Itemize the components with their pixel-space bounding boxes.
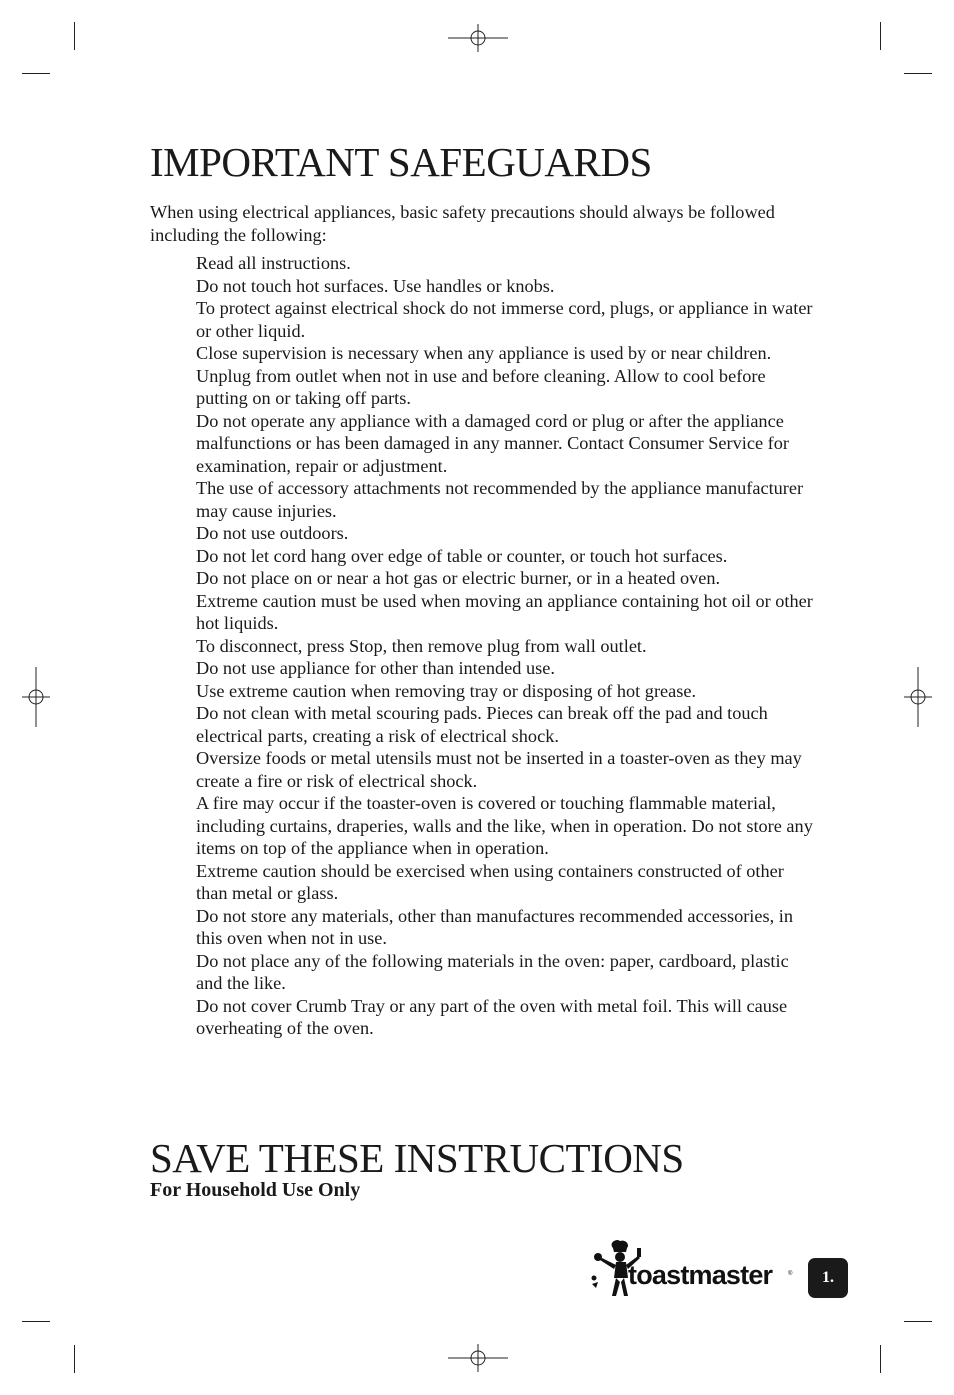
registration-mark-icon bbox=[888, 667, 948, 727]
crop-mark bbox=[904, 73, 932, 74]
list-item: To protect against electrical shock do not immerse cord, plugs, or appliance in water or other liquid. bbox=[196, 298, 813, 341]
list-item: Extreme caution should be exercised when using containers constructed of other than metal or glass. bbox=[196, 860, 784, 903]
crop-mark bbox=[904, 1321, 932, 1322]
safeguards-list bbox=[196, 252, 816, 1040]
brand-logo bbox=[590, 1238, 800, 1302]
crop-mark bbox=[74, 1345, 75, 1373]
list-item: Read all instructions. bbox=[196, 253, 351, 273]
crop-mark bbox=[880, 22, 881, 50]
list-item: Close supervision is necessary when any appliance is used by or near children. bbox=[196, 343, 772, 363]
list-item: A fire may occur if the toaster-oven is covered or touching flammable material, including curtains, draperies, walls and the like, when in operation. Do not store any items on top of the appliance when in operation. bbox=[196, 793, 813, 858]
registration-mark-icon bbox=[448, 1328, 508, 1388]
list-item: Do not place any of the following materials in the oven: paper, cardboard, plastic and the like. bbox=[196, 950, 789, 993]
registered-mark: ® bbox=[788, 1271, 793, 1277]
list-item: The use of accessory attachments not recommended by the appliance manufacturer may cause injuries. bbox=[196, 478, 804, 521]
list-item: Use extreme caution when removing tray or disposing of hot grease. bbox=[196, 680, 697, 701]
list-item: Do not cover Crumb Tray or any part of the oven with metal foil. This will cause overheating of the oven. bbox=[196, 995, 788, 1038]
list-item: Do not operate any appliance with a damaged cord or plug or after the appliance malfunctions or has been damaged in any manner. Contact Consumer Service for examination, repair or adjustment. bbox=[196, 410, 789, 476]
crop-mark bbox=[880, 1345, 881, 1373]
list-item: Oversize foods or metal utensils must not be inserted in a toaster-oven as they may create a fire or risk of electrical shock. bbox=[196, 748, 802, 791]
crop-mark bbox=[74, 22, 75, 50]
crop-mark bbox=[22, 73, 50, 74]
list-item: Do not store any materials, other than manufactures recommended accessories, in this oven when not in use. bbox=[196, 905, 793, 948]
page-number-badge bbox=[808, 1258, 848, 1298]
page-number: 1. bbox=[822, 1269, 834, 1286]
registration-mark-icon bbox=[448, 8, 508, 68]
registration-mark-icon bbox=[6, 667, 66, 727]
list-item: Extreme caution must be used when moving an appliance containing hot oil or other hot liquids. bbox=[196, 590, 813, 633]
brand-name: toastmaster bbox=[628, 1260, 773, 1290]
list-item: Do not place on or near a hot gas or electric burner, or in a heated oven. bbox=[196, 568, 721, 588]
list-item: Do not let cord hang over edge of table or counter, or touch hot surfaces. bbox=[196, 545, 728, 566]
save-instructions-heading: SAVE THESE INSTRUCTIONS bbox=[150, 1135, 684, 1181]
list-item: Do not clean with metal scouring pads. Pieces can break off the pad and touch electrical parts, creating a risk of electrical shock. bbox=[196, 703, 768, 746]
list-item: To disconnect, press Stop, then remove plug from wall outlet. bbox=[196, 635, 647, 656]
intro-paragraph: When using electrical appliances, basic safety precautions should always be followed including the following: bbox=[150, 202, 775, 245]
crop-mark bbox=[22, 1321, 50, 1322]
list-item: Do not use outdoors. bbox=[196, 523, 349, 543]
list-item: Do not use appliance for other than intended use. bbox=[196, 658, 555, 678]
household-use-note: For Household Use Only bbox=[150, 1179, 361, 1201]
list-item: Unplug from outlet when not in use and before cleaning. Allow to cool before putting on or taking off parts. bbox=[196, 365, 766, 408]
list-item: Do not touch hot surfaces. Use handles or knobs. bbox=[196, 275, 555, 296]
page-title: IMPORTANT SAFEGUARDS bbox=[150, 139, 652, 185]
